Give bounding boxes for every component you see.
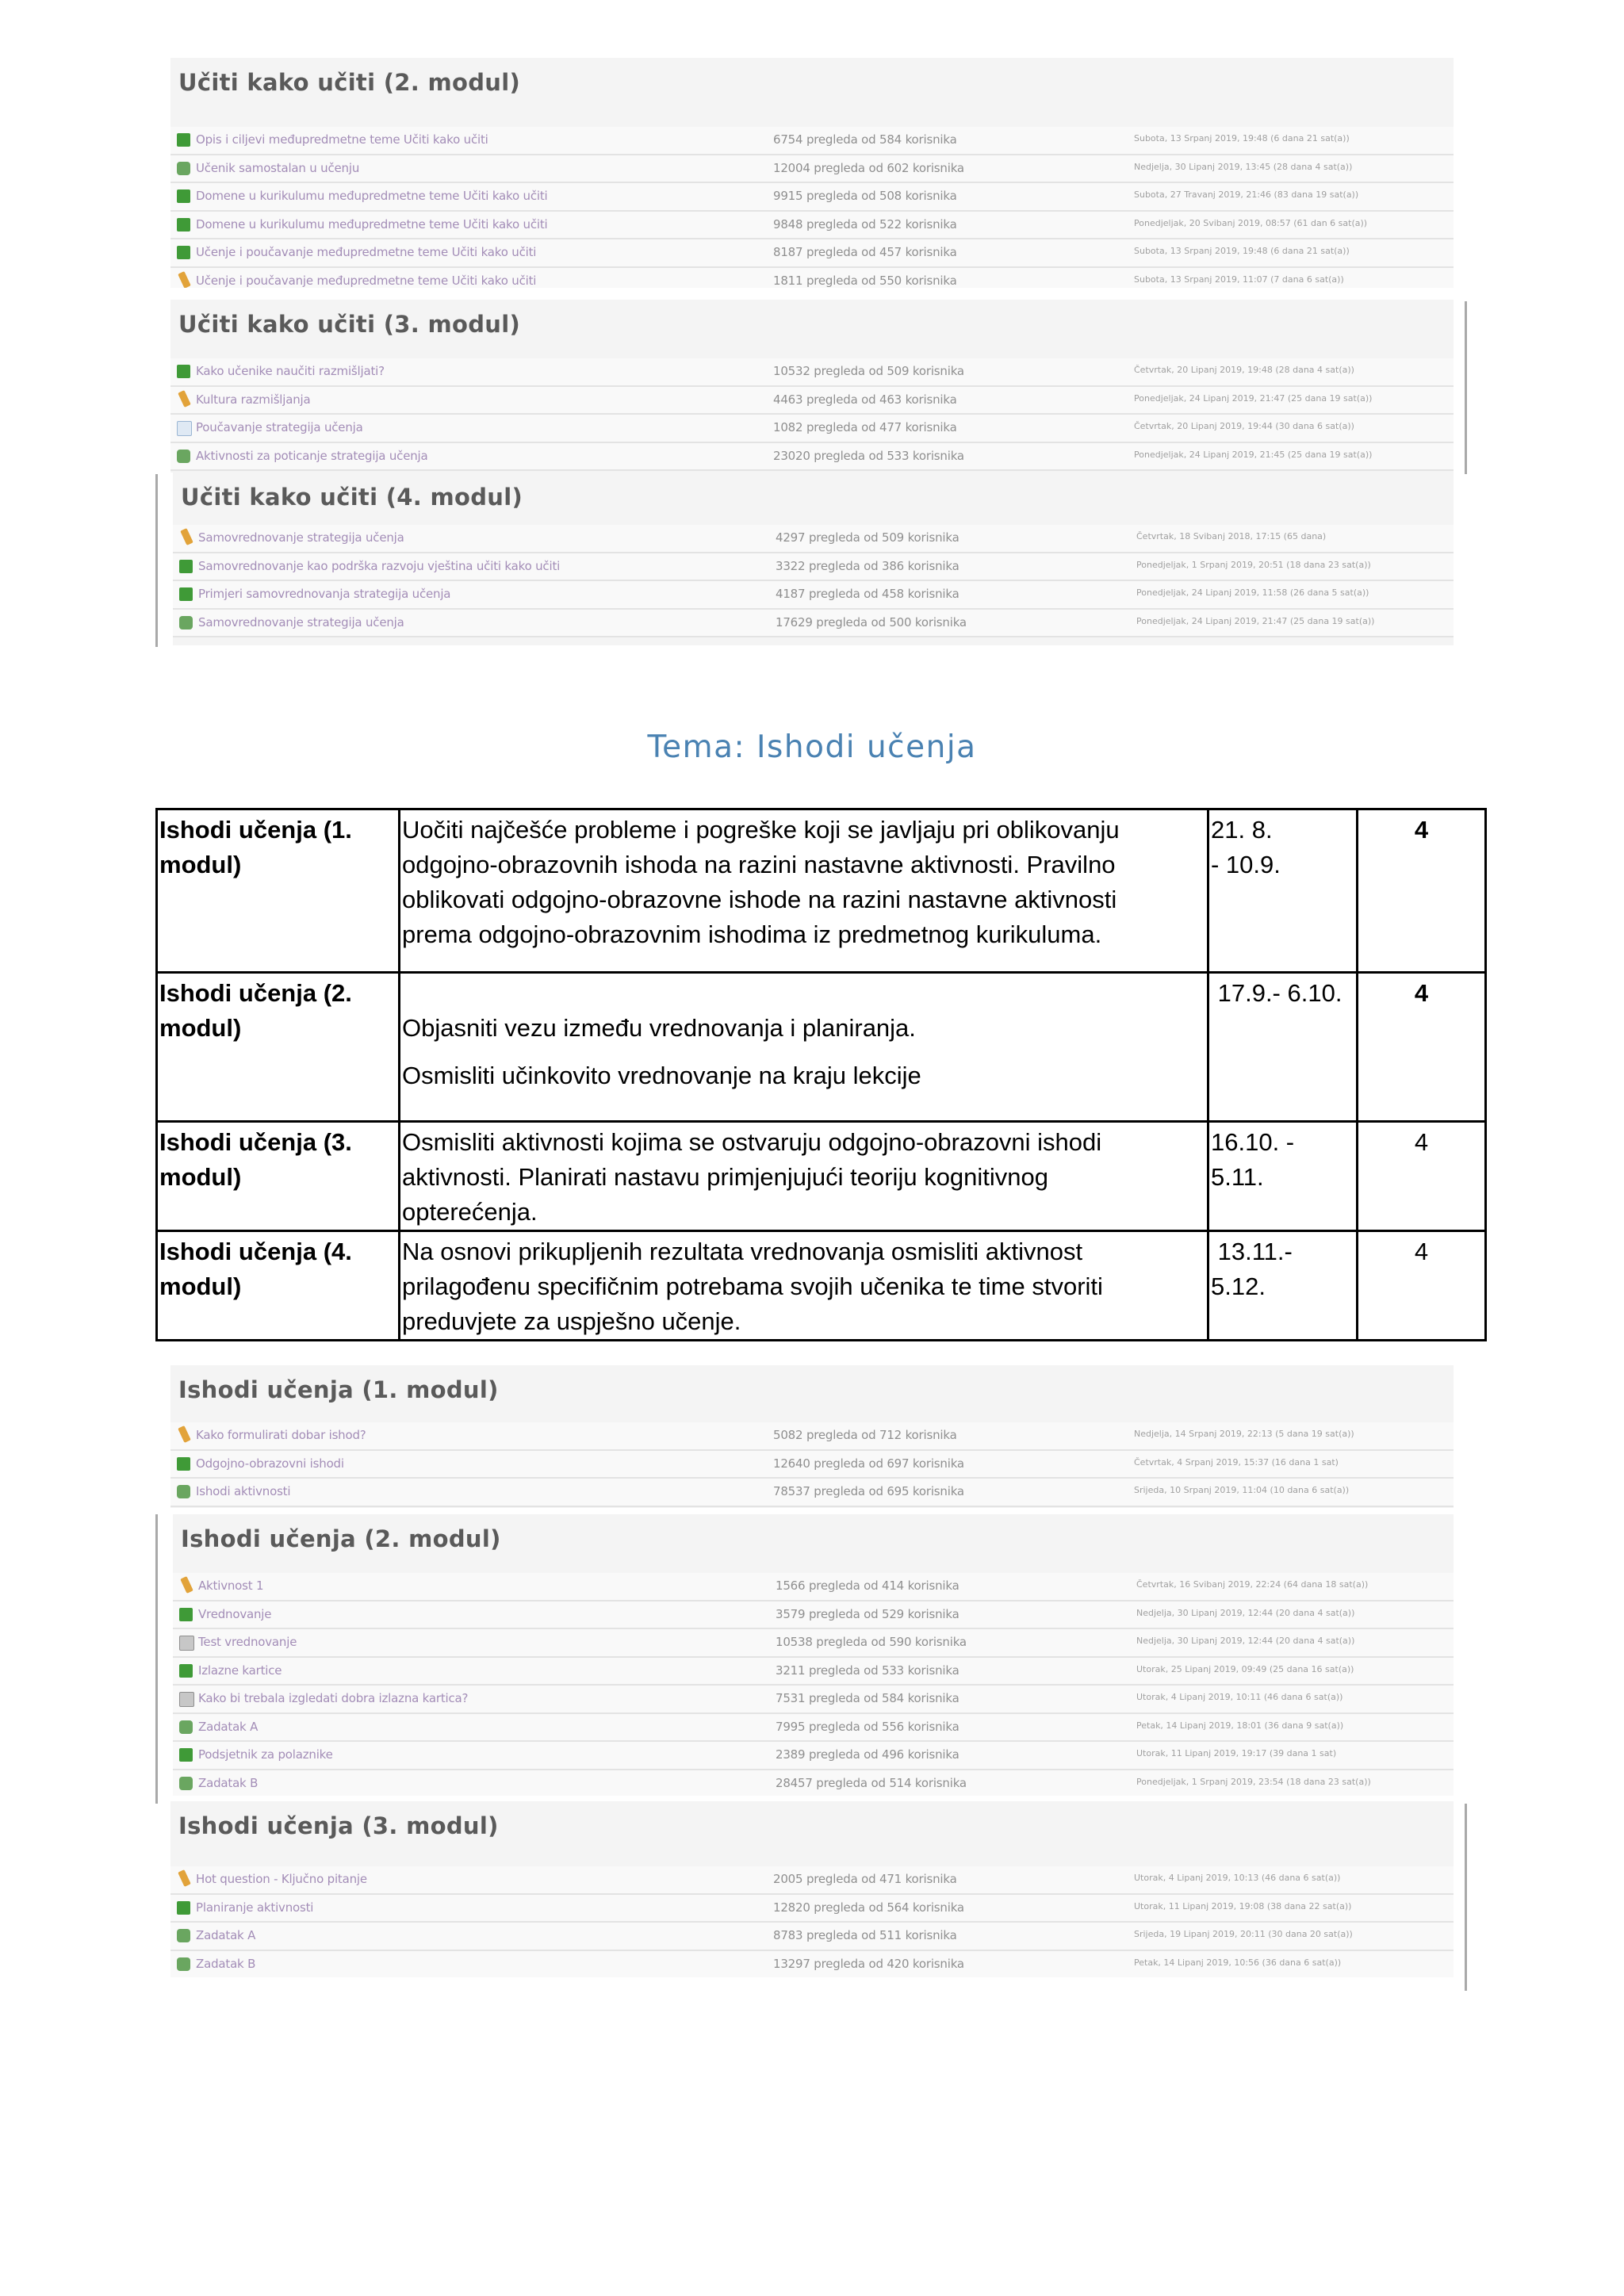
activity-views: 7531 pregleda od 584 korisnika <box>776 1691 959 1705</box>
activity-row <box>170 1895 1454 1923</box>
outcome-row <box>157 1231 1486 1341</box>
forum-icon <box>177 1957 190 1971</box>
activity-last-access: Četvrtak, 4 Srpanj 2019, 15:37 (16 dana 1 sat) <box>1134 1456 1339 1468</box>
activity-views: 17629 pregleda od 500 korisnika <box>776 614 967 629</box>
quiz-icon <box>179 1692 194 1707</box>
section-title: Učiti kako učiti (2. modul) <box>178 69 521 96</box>
description-line: Na osnovi prikupljenih rezultata vrednovanja osmisliti aktivnost <box>402 1238 1083 1265</box>
activity-row <box>170 1951 1454 1978</box>
course-screenshot-mid <box>170 300 1454 473</box>
dates-cell <box>1208 973 1358 1122</box>
description-line <box>402 976 1207 1011</box>
book-icon <box>177 189 190 203</box>
activity-link[interactable]: Samovrednovanje kao podrška razvoju vještina učiti kako učiti <box>198 558 561 573</box>
activity-row <box>170 1451 1454 1479</box>
date-line: 5.12. <box>1211 1272 1266 1300</box>
assign-icon <box>180 1576 193 1594</box>
outcome-row <box>157 809 1486 973</box>
activity-last-access: Subota, 13 Srpanj 2019, 11:07 (7 dana 6 sat(a)) <box>1134 274 1344 285</box>
activity-views: 9848 pregleda od 522 korisnika <box>773 216 957 232</box>
activity-views: 28457 pregleda od 514 korisnika <box>776 1775 967 1790</box>
activity-link[interactable]: Zadatak A <box>196 1928 256 1942</box>
activity-row <box>173 1629 1454 1658</box>
outcome-description-cell <box>400 1231 1208 1341</box>
hours-cell: 4 <box>1358 1122 1486 1231</box>
activity-last-access: Utorak, 25 Lipanj 2019, 09:49 (25 dana 16 sat(a)) <box>1136 1663 1354 1674</box>
activity-row <box>170 239 1454 268</box>
activity-last-access: Ponedjeljak, 24 Lipanj 2019, 21:45 (25 dana 19 sat(a)) <box>1134 449 1373 460</box>
activity-views: 13297 pregleda od 420 korisnika <box>773 1956 964 1971</box>
activity-link[interactable]: Kako bi trebala izgledati dobra izlazna kartica? <box>198 1691 469 1705</box>
forum-icon <box>177 450 190 463</box>
activity-row <box>170 268 1454 289</box>
activity-last-access: Subota, 27 Travanj 2019, 21:46 (83 dana 19 sat(a)) <box>1134 189 1359 200</box>
date-line: 21. 8. <box>1211 816 1273 844</box>
activity-last-access: Nedjelja, 30 Lipanj 2019, 13:45 (28 dana 4 sat(a)) <box>1134 161 1353 172</box>
activity-last-access: Subota, 13 Srpanj 2019, 19:48 (6 dana 21 sat(a)) <box>1134 133 1350 144</box>
activity-row <box>170 1866 1454 1895</box>
activity-row <box>173 1714 1454 1743</box>
activity-row <box>173 1770 1454 1797</box>
module-name-cell: Ishodi učenja (2. modul) <box>157 973 400 1122</box>
activity-row <box>170 443 1454 472</box>
outcomes-table <box>155 808 1487 1341</box>
activity-last-access: Četvrtak, 20 Lipanj 2019, 19:44 (30 dana 6 sat(a)) <box>1134 421 1354 431</box>
book-icon <box>177 365 190 378</box>
book-icon <box>177 1457 190 1471</box>
activity-link[interactable]: Izlazne kartice <box>198 1663 282 1678</box>
activity-row <box>173 610 1454 638</box>
dates-cell <box>1208 809 1358 973</box>
activity-last-access: Utorak, 11 Lipanj 2019, 19:17 (39 dana 1 sat) <box>1136 1748 1337 1758</box>
activity-views: 12820 pregleda od 564 korisnika <box>773 1900 964 1915</box>
activity-link[interactable]: Primjeri samovrednovanja strategija učenja <box>198 587 451 601</box>
activity-views: 3579 pregleda od 529 korisnika <box>776 1606 959 1621</box>
activity-link[interactable]: Opis i ciljevi međupredmetne teme Učiti kako učiti <box>196 132 488 147</box>
activity-views: 10538 pregleda od 590 korisnika <box>776 1635 967 1649</box>
activity-link[interactable]: Učenje i poučavanje međupredmetne teme Učiti kako učiti <box>196 273 537 288</box>
activity-row <box>170 1923 1454 1951</box>
activity-row <box>170 1422 1454 1451</box>
description-line: Objasniti vezu između vrednovanja i planiranja. <box>402 1014 916 1042</box>
activity-link[interactable]: Domene u kurikulumu međupredmetne teme Učiti kako učiti <box>196 189 548 203</box>
hours-cell: 4 <box>1358 1231 1486 1341</box>
activity-link[interactable]: Odgojno-obrazovni ishodi <box>196 1456 344 1471</box>
description-line: opterećenja. <box>402 1198 538 1226</box>
outcome-row <box>157 973 1486 1122</box>
activity-views: 23020 pregleda od 533 korisnika <box>773 448 964 463</box>
activity-row <box>173 581 1454 610</box>
activity-views: 1566 pregleda od 414 korisnika <box>776 1578 959 1593</box>
activity-last-access: Utorak, 11 Lipanj 2019, 19:08 (38 dana 22 sat(a)) <box>1134 1900 1352 1911</box>
outcome-description-cell <box>400 809 1208 973</box>
description-line: aktivnosti. Planirati nastavu primjenjujući teoriju kognitivnog <box>402 1163 1049 1191</box>
activity-views: 8783 pregleda od 511 korisnika <box>773 1928 957 1942</box>
activity-last-access: Ponedjeljak, 24 Lipanj 2019, 21:47 (25 dana 19 sat(a)) <box>1136 615 1375 626</box>
activity-last-access: Četvrtak, 20 Lipanj 2019, 19:48 (28 dana 4 sat(a)) <box>1134 365 1354 375</box>
topic-heading: Tema: Ishodi učenja <box>647 729 977 765</box>
assign-icon <box>178 1869 191 1887</box>
activity-row <box>173 1658 1454 1686</box>
activity-last-access: Nedjelja, 30 Lipanj 2019, 12:44 (20 dana 4 sat(a)) <box>1136 1636 1355 1646</box>
activity-row <box>170 415 1454 443</box>
date-line: 17.9.- 6.10. <box>1211 979 1342 1007</box>
activity-last-access: Ponedjeljak, 1 Srpanj 2019, 23:54 (18 dana 23 sat(a)) <box>1136 1776 1371 1787</box>
hours-cell: 4 <box>1358 973 1486 1122</box>
activity-views: 3211 pregleda od 533 korisnika <box>776 1663 959 1678</box>
course-screenshot-ishodi-3 <box>170 1801 1454 1977</box>
activity-last-access: Utorak, 4 Lipanj 2019, 10:11 (46 dana 6 sat(a)) <box>1136 1692 1343 1702</box>
activity-link[interactable]: Planiranje aktivnosti <box>196 1900 314 1915</box>
activity-last-access: Nedjelja, 14 Srpanj 2019, 22:13 (5 dana 19 sat(a)) <box>1134 1429 1354 1439</box>
date-line: 16.10. - <box>1211 1128 1295 1156</box>
activity-link[interactable]: Učenik samostalan u učenju <box>196 160 360 175</box>
activity-last-access: Četvrtak, 18 Svibanj 2018, 17:15 (65 dana) <box>1136 531 1327 541</box>
book-icon <box>177 1901 190 1915</box>
book-icon <box>177 246 190 259</box>
book-icon <box>177 218 190 232</box>
forum-icon <box>177 1485 190 1498</box>
activity-views: 9915 pregleda od 508 korisnika <box>773 189 957 203</box>
activity-link[interactable]: Vrednovanje <box>198 1606 272 1621</box>
activity-last-access: Četvrtak, 16 Svibanj 2019, 22:24 (64 dana 18 sat(a)) <box>1136 1579 1369 1590</box>
book-icon <box>179 1664 193 1678</box>
description-line: oblikovati odgojno-obrazovne ishode na razini nastavne aktivnosti <box>402 886 1117 913</box>
dates-cell <box>1208 1122 1358 1231</box>
activity-link[interactable]: Zadatak B <box>196 1956 256 1971</box>
course-screenshot-top <box>170 58 1454 288</box>
activity-link[interactable]: Samovrednovanje strategija učenja <box>198 614 404 629</box>
dates-cell <box>1208 1231 1358 1341</box>
activity-views: 8187 pregleda od 457 korisnika <box>773 245 957 259</box>
divider <box>155 474 158 647</box>
activity-link[interactable]: Kultura razmišljanja <box>196 392 311 407</box>
date-line: 5.11. <box>1211 1163 1264 1191</box>
date-line: 13.11.- <box>1211 1238 1293 1265</box>
activity-last-access: Srijeda, 10 Srpanj 2019, 11:04 (10 dana 6 sat(a)) <box>1134 1485 1350 1495</box>
book-icon <box>177 133 190 147</box>
description-line: preduvjete za uspješno učenje. <box>402 1307 741 1335</box>
activity-views: 6754 pregleda od 584 korisnika <box>773 132 957 147</box>
outcome-description-cell <box>400 1122 1208 1231</box>
activity-row <box>173 525 1454 553</box>
activity-link[interactable]: Zadatak B <box>198 1775 259 1790</box>
date-line: - 10.9. <box>1211 851 1281 878</box>
course-screenshot-ishodi-2 <box>173 1514 1454 1796</box>
assign-icon <box>180 528 193 545</box>
activity-row <box>173 1742 1454 1770</box>
book-icon <box>179 1608 193 1621</box>
activity-link[interactable]: Aktivnosti za poticanje strategija učenja <box>196 448 428 463</box>
activity-views: 2005 pregleda od 471 korisnika <box>773 1872 957 1886</box>
activity-link[interactable]: Ishodi aktivnosti <box>196 1484 291 1498</box>
quiz-icon <box>179 1636 194 1651</box>
activity-last-access: Subota, 13 Srpanj 2019, 19:48 (6 dana 21 sat(a)) <box>1134 246 1350 256</box>
section-title: Učiti kako učiti (4. modul) <box>181 484 523 511</box>
divider <box>1465 301 1467 474</box>
forum-icon <box>179 1720 193 1734</box>
activity-link[interactable]: Test vrednovanje <box>198 1635 297 1649</box>
activity-link[interactable]: Domene u kurikulumu međupredmetne teme Učiti kako učiti <box>196 216 548 232</box>
activity-row <box>173 1601 1454 1630</box>
activity-link[interactable]: Učenje i poučavanje međupredmetne teme Učiti kako učiti <box>196 245 537 259</box>
assign-icon <box>178 1425 191 1443</box>
activity-last-access: Nedjelja, 30 Lipanj 2019, 12:44 (20 dana 4 sat(a)) <box>1136 1607 1355 1618</box>
description-line: Osmisliti aktivnosti kojima se ostvaruju odgojno-obrazovni ishodi <box>402 1128 1102 1156</box>
activity-link[interactable]: Samovrednovanje strategija učenja <box>198 530 404 545</box>
section-title: Ishodi učenja (3. modul) <box>178 1812 499 1839</box>
module-name-cell: Ishodi učenja (3. modul) <box>157 1122 400 1231</box>
description-line: odgojno-obrazovnih ishoda na razini nastavne aktivnosti. Pravilno <box>402 851 1116 878</box>
description-line: prilagođenu specifičnim potrebama svojih učenika te time stvoriti <box>402 1272 1103 1300</box>
activity-row <box>170 387 1454 415</box>
activity-views: 4463 pregleda od 463 korisnika <box>773 392 957 407</box>
activity-last-access: Ponedjeljak, 20 Svibanj 2019, 08:57 (61 dan 6 sat(a)) <box>1134 217 1368 228</box>
forum-icon <box>177 1929 190 1942</box>
module-name-cell: Ishodi učenja (4. modul) <box>157 1231 400 1341</box>
activity-row <box>170 1479 1454 1507</box>
forum-icon <box>179 1777 193 1790</box>
activity-views: 5082 pregleda od 712 korisnika <box>773 1428 957 1442</box>
activity-row <box>170 155 1454 184</box>
activity-row <box>170 358 1454 387</box>
book-icon <box>179 1748 193 1762</box>
activity-row <box>173 553 1454 582</box>
activity-link[interactable]: Podsjetnik za polaznike <box>198 1747 333 1762</box>
activity-last-access: Utorak, 4 Lipanj 2019, 10:13 (46 dana 6 sat(a)) <box>1134 1873 1341 1883</box>
divider <box>155 1514 158 1804</box>
activity-last-access: Srijeda, 19 Lipanj 2019, 20:11 (30 dana 20 sat(a)) <box>1134 1929 1353 1939</box>
section-title: Učiti kako učiti (3. modul) <box>178 311 521 338</box>
activity-last-access: Petak, 14 Lipanj 2019, 18:01 (36 dana 9 sat(a)) <box>1136 1720 1344 1731</box>
assign-icon <box>178 271 191 288</box>
activity-last-access: Ponedjeljak, 24 Lipanj 2019, 21:47 (25 dana 19 sat(a)) <box>1134 392 1373 404</box>
book-icon <box>179 587 193 601</box>
activity-link[interactable]: Poučavanje strategija učenja <box>196 420 363 434</box>
section-title: Ishodi učenja (1. modul) <box>178 1376 499 1403</box>
activity-views: 78537 pregleda od 695 korisnika <box>773 1484 964 1498</box>
description-line: prema odgojno-obrazovnim ishodima iz predmetnog kurikuluma. <box>402 920 1102 948</box>
activity-row <box>170 212 1454 240</box>
book-icon <box>179 560 193 573</box>
activity-views: 12004 pregleda od 602 korisnika <box>773 160 964 175</box>
hours-cell: 4 <box>1358 809 1486 973</box>
activity-views: 4297 pregleda od 509 korisnika <box>776 530 959 545</box>
activity-link[interactable]: Hot question - Ključno pitanje <box>196 1872 367 1886</box>
module-name-cell: Ishodi učenja (1. modul) <box>157 809 400 973</box>
description-line: Osmisliti učinkovito vrednovanje na kraju lekcije <box>402 1062 921 1089</box>
course-screenshot-bottom <box>173 473 1454 645</box>
activity-link[interactable]: Aktivnost 1 <box>198 1578 264 1593</box>
activity-views: 1811 pregleda od 550 korisnika <box>773 273 957 288</box>
activity-last-access: Ponedjeljak, 1 Srpanj 2019, 20:51 (18 dana 23 sat(a)) <box>1136 559 1371 570</box>
section-title: Ishodi učenja (2. modul) <box>181 1525 501 1552</box>
activity-views: 7995 pregleda od 556 korisnika <box>776 1719 959 1734</box>
activity-link[interactable]: Kako učenike naučiti razmišljati? <box>196 364 385 378</box>
outcome-row <box>157 1122 1486 1231</box>
activity-row <box>170 183 1454 212</box>
course-screenshot-ishodi-1 <box>170 1365 1454 1508</box>
activity-views: 4187 pregleda od 458 korisnika <box>776 587 959 601</box>
forum-icon <box>179 616 193 629</box>
activity-last-access: Petak, 14 Lipanj 2019, 10:56 (36 dana 6 sat(a)) <box>1134 1957 1342 1968</box>
forum-icon <box>177 162 190 175</box>
activity-views: 2389 pregleda od 496 korisnika <box>776 1747 959 1762</box>
description-line: Uočiti najčešće probleme i pogreške koji se javljaju pri oblikovanju <box>402 816 1120 844</box>
assign-icon <box>178 390 191 408</box>
activity-row <box>173 1573 1454 1601</box>
activity-row <box>173 1686 1454 1714</box>
outcome-description-cell <box>400 973 1208 1122</box>
activity-views: 10532 pregleda od 509 korisnika <box>773 364 964 378</box>
activity-views: 3322 pregleda od 386 korisnika <box>776 558 959 573</box>
activity-views: 12640 pregleda od 697 korisnika <box>773 1456 964 1471</box>
divider <box>1465 1804 1467 1991</box>
activity-views: 1082 pregleda od 477 korisnika <box>773 420 957 434</box>
activity-link[interactable]: Zadatak A <box>198 1719 259 1734</box>
activity-row <box>170 127 1454 155</box>
activity-link[interactable]: Kako formulirati dobar ishod? <box>196 1428 366 1442</box>
activity-last-access: Ponedjeljak, 24 Lipanj 2019, 11:58 (26 dana 5 sat(a)) <box>1136 587 1369 598</box>
page-icon <box>177 421 192 436</box>
